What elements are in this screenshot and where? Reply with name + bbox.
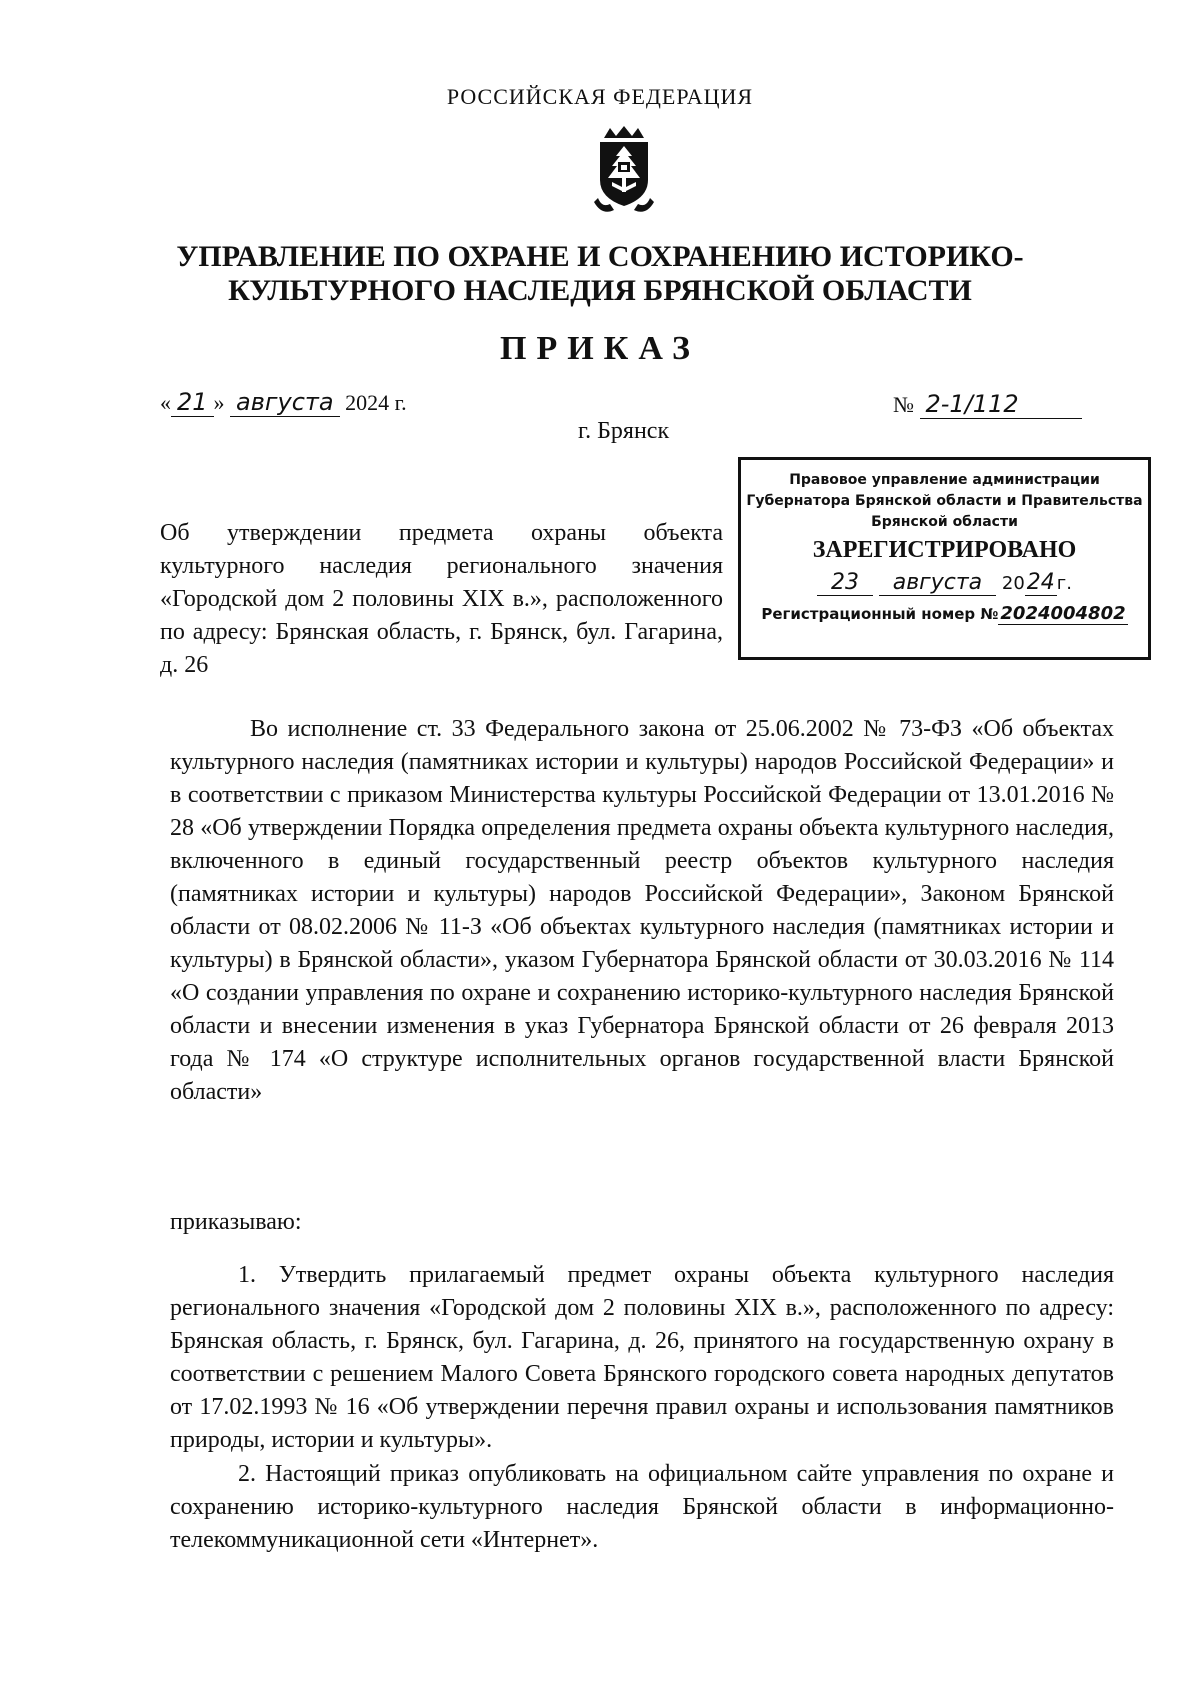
stamp-registration-number [741, 603, 1148, 624]
number-prefix: № [893, 392, 914, 417]
stamp-registration-date [741, 570, 1148, 595]
stamp-organization: Правовое управление администрации Губернатора Брянской области и Правительства Брянской области [746, 472, 1143, 530]
order-item-2: 2. Настоящий приказ опубликовать на официальном сайте управления по охране и сохранению историко-культурного наследия Брянской области в информационно-телекоммуникационной сети «Интернет». [170, 1461, 1114, 1553]
bryansk-coat-of-arms-icon [588, 124, 660, 220]
order-subject: Об утверждении предмета охраны объекта культурного наследия регионального значения «Городской дом 2 половины XIX в.», расположенного по адресу: Брянская область, г. Брянск, бул. Гагарина, д. 26 [160, 520, 723, 678]
stamp-reg-label: Регистрационный номер № [761, 605, 999, 623]
date-open-quote: « [160, 390, 171, 415]
number-handwritten: 2-1/112 [920, 390, 1082, 419]
stamp-month-handwritten: августа [879, 570, 996, 596]
date-day-handwritten: 21 [171, 388, 214, 417]
date-close-quote: » [213, 390, 225, 415]
date-year: 2024 г. [345, 390, 407, 415]
order-number [893, 390, 1082, 419]
document-type-heading: ПРИКАЗ [500, 330, 700, 367]
preamble-paragraph: Во исполнение ст. 33 Федерального закона от 25.06.2002 № 73-ФЗ «Об объектах культурного наследия (памятниках истории и культуры) народов Российской Федерации» и в соответствии с приказом Министерства культуры Российской Федерации от 13.01.2016 № 28 «Об утверждении Порядка определения предмета охраны объекта культурного наследия, включенного в единый государственный реестр объектов культурного наследия (памятниках истории и культуры) народов Российской Федерации», Законом Брянской области от 08.02.2006 № 11-З «Об объектах культурного наследия (памятниках истории и культуры) в Брянской области», указом Губернатора Брянской области от 30.03.2016 № 114 «О создании управления по охране и сохранению историко-культурного наследия Брянской области и внесении изменения в указ Губернатора Брянской области от 26 февраля 2013 года № 174 «О структуре исполнительных органов государственной власти Брянской области» [170, 716, 1114, 1105]
order-item-1: 1. Утвердить прилагаемый предмет охраны объекта культурного наследия регионального значения «Городской дом 2 половины XIX в.», расположенного по адресу: Брянская область, г. Брянск, бул. Гагарина, д. 26, принятого на государственную охрану в соответствии с решением Малого Совета Брянского городского совета народных депутатов от 17.02.1993 № 16 «Об утверждении перечня правил охраны и использования памятников природы, истории и культуры». [170, 1262, 1114, 1453]
country-name: РОССИЙСКАЯ ФЕДЕРАЦИЯ [446, 84, 754, 109]
registration-stamp [738, 457, 1151, 660]
city: г. Брянск [578, 418, 670, 444]
stamp-year-prefix: 20 [1001, 573, 1025, 594]
stamp-year-end: г. [1056, 573, 1072, 594]
stamp-day-handwritten: 23 [817, 570, 873, 596]
order-word: приказываю: [170, 1209, 302, 1235]
stamp-year-handwritten: 24 [1026, 570, 1055, 595]
stamp-reg-number-handwritten: 2024004802 [1000, 603, 1126, 624]
stamp-status: ЗАРЕГИСТРИРОВАНО [812, 537, 1077, 563]
agency-name: УПРАВЛЕНИЕ ПО ОХРАНЕ И СОХРАНЕНИЮ ИСТОРИКО-КУЛЬТУРНОГО НАСЛЕДИЯ БРЯНСКОЙ ОБЛАСТИ [176, 240, 1024, 307]
order-date [160, 388, 407, 416]
date-month-handwritten: августа [230, 388, 340, 417]
